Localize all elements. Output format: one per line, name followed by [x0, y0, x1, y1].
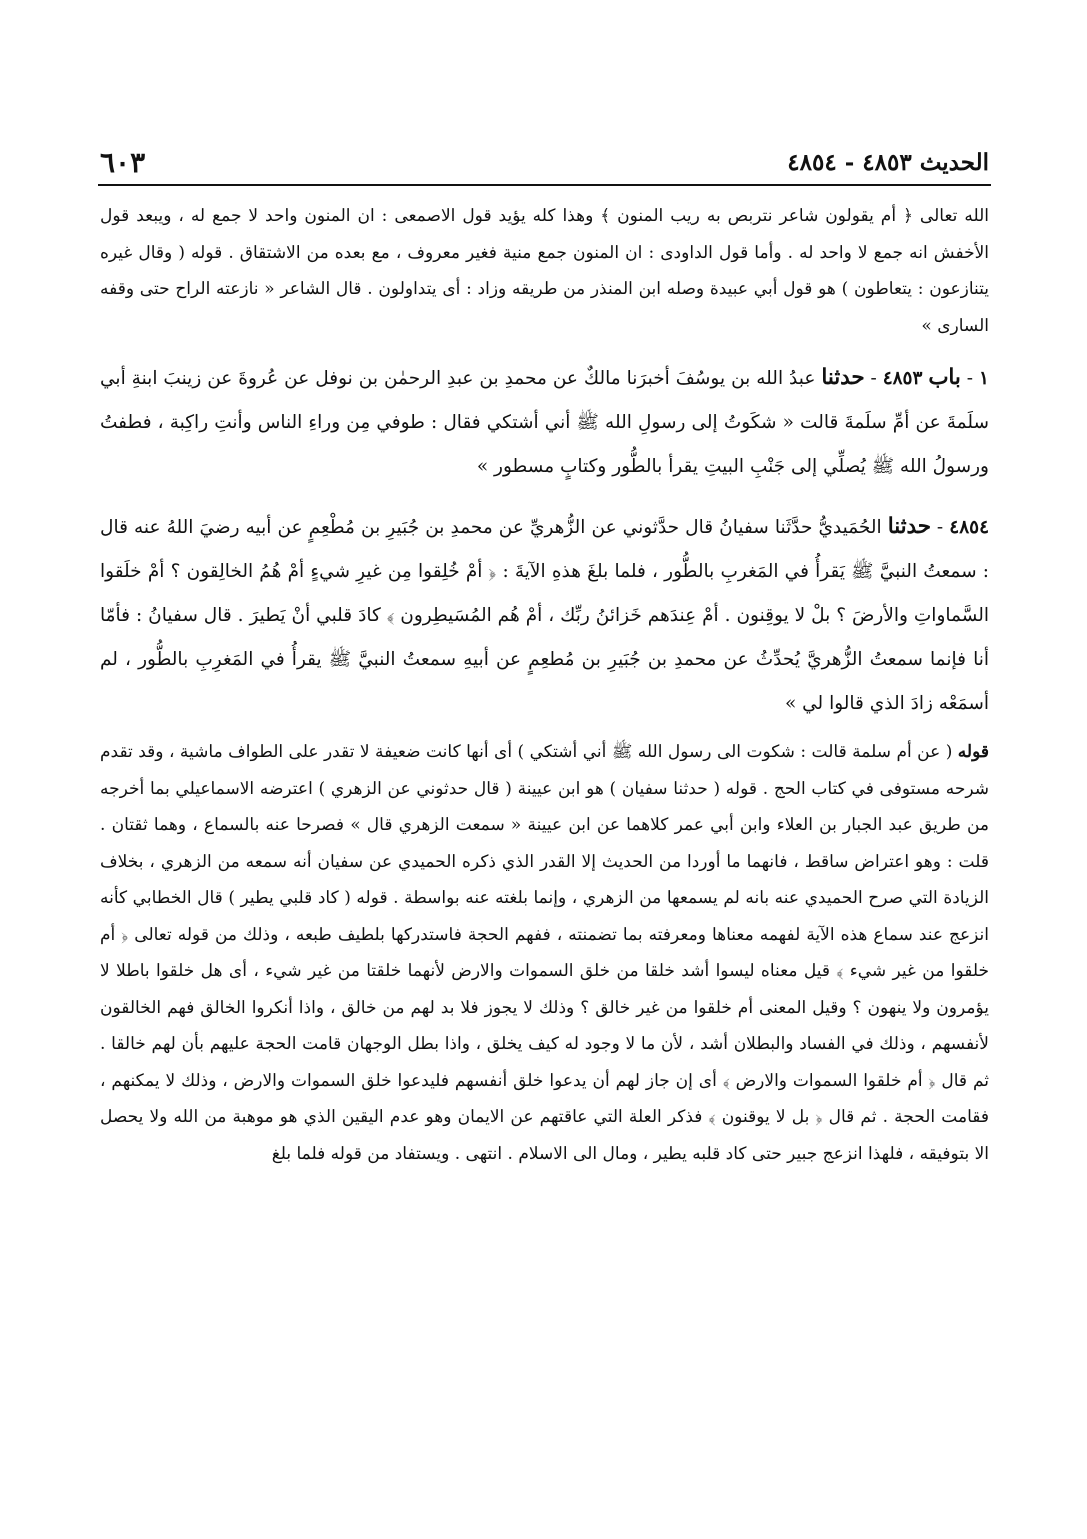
- separator-dash-2: -: [870, 368, 877, 389]
- separator-dash: -: [936, 517, 944, 538]
- hadith-number: ٤٨٥٤: [949, 517, 990, 538]
- commentary-bottom: [100, 734, 989, 1172]
- hadith-text: الحُمَيديُّ حدَّثَنا سفيانُ قال حدَّثوني عن الزُّهريِّ عن محمدِ بن جُبَيرِ بن مُطْعِمٍ عن أبيه رضيَ اللهُ عنه قال : سمعتُ النبيَّ ﷺ يَقرأُ في المَغربِ بالطُّور ، فلما بلغَ هذهِ الآيةَ : ﴿ أمْ خُلِقوا مِن غيرِ شيءٍ أمْ هُمُ الخالِقون ؟ أمْ خلَقوا السَّماواتِ والأرضَ ؟ بلْ لا يوقِنون . أمْ عِندَهم خَزائنُ ربِّك ، أمْ هُم المُسَيطِرون ﴾ كادَ قلبي أنْ يَطيرَ . قال سفيانُ : فأمّا أنا فإنما سمعتُ الزُّهريَّ يُحدِّثُ عن محمدِ بن جُبَيرِ بن مُطعِمٍ عن أبيهِ سمعتُ النبيَّ ﷺ يقرأُ في المَغرِبِ بالطُّور ، لم أسمَعْه زادَ الذي قالوا لي »: [100, 517, 989, 714]
- haddathana-keyword: حدثنا: [821, 365, 865, 390]
- hadith-text: عبدُ الله بن يوسُفَ أخبرَنا مالكٌ عن محمدِ بن عبدِ الرحمٰن بن نوفل عن عُروةَ عن زينبَ ابنةِ أبي سلَمةَ عن أمِّ سلَمةَ قالت « شكَوتُ إلى رسولِ الله ﷺ أني أشتكي فقال : طوفي مِن وراءِ الناس وأنتِ راكِبة ، فطفتُ ورسولُ الله ﷺ يُصلِّي إلى جَنْبِ البيتِ يقرأ بالطُّور وكتابٍ مسطور »: [100, 368, 989, 477]
- page-number: ٦٠٣: [100, 145, 146, 179]
- separator-dash: -: [966, 368, 974, 389]
- hadith-4854: [100, 505, 989, 726]
- page-header: [100, 142, 989, 182]
- qawluhu-marker: قوله: [957, 742, 989, 762]
- chapter-word: باب: [928, 365, 961, 390]
- hadith-4853: [100, 356, 989, 489]
- header-rule: [98, 184, 991, 186]
- chapter-index: ١: [979, 368, 989, 389]
- haddathana-keyword: حدثنا: [887, 514, 931, 539]
- commentary-top: الله تعالى ﴿ أم يقولون شاعر نتربص به ريب المنون ﴾ وهذا كله يؤيد قول الاصمعى : ان المنون واحد لا جمع له ، ويبعد قول الأخفش انه جمع لا واحد له . وأما قول الداودى : ان المنون جمع منية فغير معروف ، مع بعده من الاشتقاق . قوله ( وقال غيره يتنازعون : يتعاطون ) هو قول أبي عبيدة وصله ابن المنذر من طريقه وزاد : أى يتداولون . قال الشاعر « نازعته الراح حتى وقفه السارى »: [100, 206, 989, 336]
- page-body: [100, 198, 989, 1172]
- running-title: الحديث ٤٨٥٣ - ٤٨٥٤: [787, 148, 989, 176]
- commentary-text: ( عن أم سلمة قالت : شكوت الى رسول الله ﷺ أني أشتكي ) أى أنها كانت ضعيفة لا تقدر على الطواف ماشية ، وقد تقدم شرحه مستوفى في كتاب الحج . قوله ( حدثنا سفيان ) هو ابن عيينة ( قال حدثوني عن الزهري ) اعترضه الاسماعيلي بما أخرجه من طريق عبد الجبار بن العلاء وابن أبي عمر كلاهما عن ابن عيينة « سمعت الزهري قال » فصرحا عنه بالسماع ، وهما ثقتان . قلت : وهو اعتراض ساقط ، فانهما ما أوردا من الحديث إلا القدر الذي ذكره الحميدي عن سفيان أنه سمعه من الزهري ، بخلاف الزيادة التي صرح الحميدي عنه بانه لم يسمعها من الزهري ، وإنما بلغته عنه بواسطة . قوله ( كاد قلبي يطير ) قال الخطابي كأنه انزعج عند سماع هذه الآية لفهمه معناها ومعرفته بما تضمنته ، ففهم الحجة فاستدركها بلطيف طبعه ، وذلك من قوله تعالى ﴿ أم خلقوا من غير شيء ﴾ قيل معناه ليسوا أشد خلقا من خلق السموات والارض لأنهما خلقتا من غير شيء ، أى هل خلقوا باطلا لا يؤمرون ولا ينهون ؟ وقيل المعنى أم خلقوا من غير خالق ؟ وذلك لا يجوز فلا بد لهم من خالق ، واذا أنكروا الخالق فهم الخالقون لأنفسهم ، وذلك في الفساد والبطلان أشد ، لأن ما لا وجود له كيف يخلق ، واذا بطل الوجهان قامت الحجة عليهم بأن لهم خالقا . ثم قال ﴿ أم خلقوا السموات والارض ﴾ أى إن جاز لهم أن يدعوا خلق أنفسهم فليدعوا خلق السموات والارض ، وذلك لا يمكنهم ، فقامت الحجة . ثم قال ﴿ بل لا يوقنون ﴾ فذكر العلة التي عاقتهم عن الايمان وهو عدم اليقين الذي هو موهبة من الله ولا يحصل الا بتوفيقه ، فلهذا انزعج جبير حتى كاد قلبه يطير ، ومال الى الاسلام . انتهى . ويستفاد من قوله فلما بلغ: [100, 742, 989, 1164]
- hadith-number: ٤٨٥٣: [882, 368, 923, 389]
